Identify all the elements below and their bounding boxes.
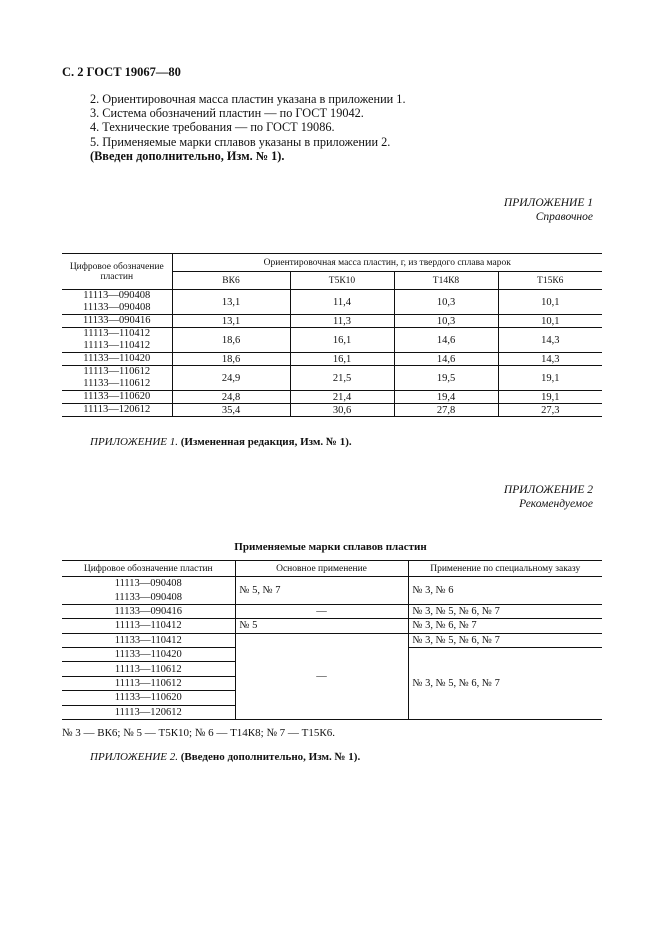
mass-value-cell: 10,1 [498, 290, 602, 315]
grades-table-special-header: Применение по специальному заказу [408, 561, 602, 577]
mass-value-cell: 10,3 [394, 290, 498, 315]
plate-code: 11113—110412 [83, 340, 151, 351]
mass-value-cell: 13,1 [172, 290, 290, 315]
plate-code: 11113—110412 [83, 328, 151, 339]
code-cell: 11113—110412 [62, 619, 235, 633]
table2-spacer [62, 719, 235, 720]
item-4: 4. Технические требования — по ГОСТ 19086. [90, 120, 335, 135]
code-cell: 11133—110412 [62, 633, 235, 647]
appendix2-label [504, 484, 593, 511]
appendix1-amendment-note [90, 436, 352, 448]
table2-title: Применяемые марки сплавов пластин [234, 541, 427, 553]
code-cell: 11133—090416 [62, 604, 235, 618]
appendix2-amendment-note [90, 751, 360, 763]
main-cell: № 5 [235, 619, 408, 633]
item-3: 3. Система обозначений пластин — по ГОСТ 19042. [90, 106, 364, 121]
code-cell: 11113—110612 [62, 676, 235, 690]
code-cell: 11133—090408 [62, 590, 235, 604]
mass-value-cell: 19,1 [498, 366, 602, 391]
special-cell: № 3, № 6, № 7 [408, 619, 602, 633]
mass-value-cell: 14,6 [394, 328, 498, 353]
note1-text: (Измененная редакция, Изм. № 1). [180, 436, 352, 448]
code-cell: 11113—110612 [62, 662, 235, 676]
plate-code-cell [62, 290, 172, 315]
mass-value-cell: 35,4 [172, 404, 290, 417]
numbered-items [90, 92, 406, 163]
plate-code-cell [62, 404, 172, 417]
item-2: 2. Ориентировочная масса пластин указана в приложении 1. [90, 92, 406, 106]
mass-value-cell: 21,5 [290, 366, 394, 391]
mass-table-code-header: Цифровое обозначение пластин [62, 254, 172, 290]
mass-value-cell: 19,4 [394, 391, 498, 404]
mass-table-group-header: Ориентировочная масса пластин, г, из твердого сплава марок [172, 254, 602, 272]
code-cell: 11113—090408 [114, 578, 182, 590]
mass-value-cell: 18,6 [172, 328, 290, 353]
mass-value-cell: 10,3 [394, 315, 498, 328]
mass-table [62, 253, 602, 417]
grades-legend: № 3 — ВК6; № 5 — Т5К10; № 6 — Т14К8; № 7 — Т15К6. [62, 727, 335, 739]
appendix2-title: ПРИЛОЖЕНИЕ 2 [503, 484, 593, 496]
grade-header-vk6: ВК6 [172, 272, 290, 290]
plate-code-cell [62, 353, 172, 366]
mass-value-cell: 11,3 [290, 315, 394, 328]
mass-value-cell: 11,4 [290, 290, 394, 315]
special-cell: № 3, № 5, № 6, № 7 [408, 647, 602, 719]
plate-code: 11133—110620 [83, 391, 151, 402]
special-cell: № 3, № 5, № 6, № 7 [408, 604, 602, 618]
plate-code: 11113—120612 [83, 404, 151, 415]
mass-table-row [62, 353, 602, 366]
appendix2-subtitle: Рекомендуемое [519, 497, 593, 510]
grade-header-t14k8: Т14К8 [394, 272, 498, 290]
mass-value-cell: 16,1 [290, 353, 394, 366]
plate-code-cell [62, 315, 172, 328]
item-5: 5. Применяемые марки сплавов указаны в приложении 2. [90, 134, 391, 149]
mass-value-cell: 27,8 [394, 404, 498, 417]
appendix1-label [504, 197, 593, 224]
mass-value-cell: 19,5 [394, 366, 498, 391]
plate-code-cell [62, 328, 172, 353]
mass-table-row [62, 290, 602, 315]
appendix1-title: ПРИЛОЖЕНИЕ 1 [503, 197, 593, 209]
note1-ref: ПРИЛОЖЕНИЕ 1. [90, 436, 178, 448]
mass-value-cell: 30,6 [290, 404, 394, 417]
plate-code-cell [62, 391, 172, 404]
mass-table-row [62, 391, 602, 404]
code-cell: 11133—110620 [62, 691, 235, 705]
note2-text: (Введено дополнительно, Изм. № 1). [180, 751, 361, 763]
note2-ref: ПРИЛОЖЕНИЕ 2. [90, 751, 178, 763]
items-amendment-note: (Введен дополнительно, Изм. № 1). [90, 148, 285, 163]
mass-value-cell: 13,1 [172, 315, 290, 328]
mass-value-cell: 18,6 [172, 353, 290, 366]
main-cell: № 5, № 7 [235, 577, 408, 605]
mass-value-cell: 24,8 [172, 391, 290, 404]
mass-table-row [62, 328, 602, 353]
grades-table [62, 560, 602, 720]
special-cell: № 3, № 6 [408, 577, 602, 605]
grade-header-t15k6: Т15К6 [498, 272, 602, 290]
mass-value-cell: 19,1 [498, 391, 602, 404]
plate-code: 11113—110612 [83, 366, 151, 377]
grade-header-t5k10: Т5К10 [290, 272, 394, 290]
main-cell: — [235, 604, 408, 618]
mass-table-body [62, 290, 602, 417]
plate-code: 11133—110612 [83, 378, 151, 389]
mass-value-cell: 14,3 [498, 328, 602, 353]
mass-table-row [62, 404, 602, 417]
appendix1-subtitle: Справочное [535, 210, 593, 223]
mass-value-cell: 21,4 [290, 391, 394, 404]
mass-value-cell: 14,6 [394, 353, 498, 366]
plate-code: 11133—090408 [83, 302, 151, 313]
special-cell: № 3, № 5, № 6, № 7 [408, 633, 602, 647]
mass-value-cell: 24,9 [172, 366, 290, 391]
mass-value-cell: 14,3 [498, 353, 602, 366]
plate-code-cell [62, 366, 172, 391]
page-header: С. 2 ГОСТ 19067—80 [62, 65, 181, 79]
plate-code: 11133—090416 [83, 315, 151, 326]
code-cell: 11113—120612 [62, 705, 235, 719]
mass-value-cell: 10,1 [498, 315, 602, 328]
mass-value-cell: 27,3 [498, 404, 602, 417]
mass-table-row [62, 315, 602, 328]
mass-value-cell: 16,1 [290, 328, 394, 353]
plate-code: 11133—110420 [83, 353, 151, 364]
code-cell: 11133—110420 [62, 647, 235, 661]
plate-code: 11113—090408 [83, 290, 151, 301]
main-cell: — [235, 633, 408, 720]
mass-table-row [62, 366, 602, 391]
grades-table-main-header: Основное применение [235, 561, 408, 577]
grades-table-code-header: Цифровое обозначение пластин [62, 561, 235, 577]
